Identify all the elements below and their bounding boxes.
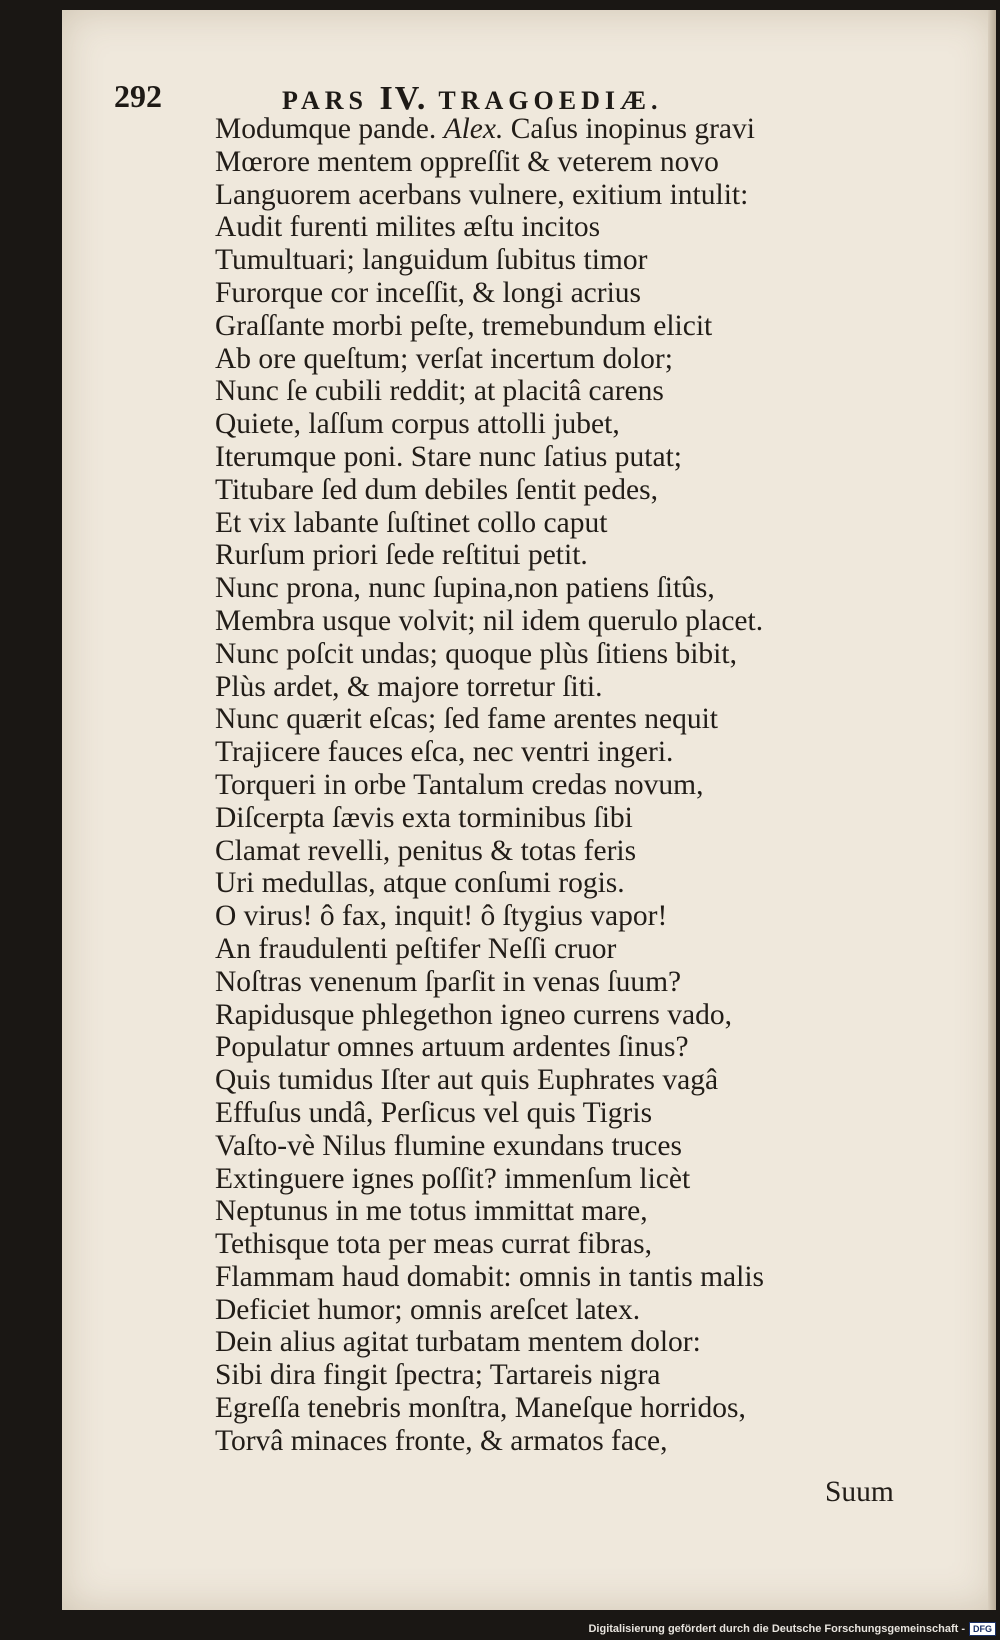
verse-line: Nunc poſcit undas; quoque plùs ſitiens bibit,: [215, 637, 737, 670]
verse-line: Quis tumidus Iſter aut quis Euphrates vagâ: [215, 1064, 719, 1097]
speaker-label: Alex.: [443, 113, 504, 145]
verse-line: Membra usque volvit; nil idem querulo placet.: [215, 604, 764, 637]
verse-line: Nunc prona, nunc ſupina,non patiens ſitûs,: [215, 572, 715, 605]
verse-line: Torvâ minaces fronte, & armatos face,: [215, 1424, 668, 1457]
verse-line: Nunc quærit eſcas; ſed fame arentes nequit: [215, 703, 718, 736]
verse-line-text: Caſus inopinus gravi: [503, 113, 755, 145]
verse-line: Egreſſa tenebris monſtra, Maneſque horridos,: [215, 1392, 746, 1425]
verse-line: [215, 113, 905, 146]
page-number: 292: [114, 78, 162, 114]
verse-line: Et vix labante ſuſtinet collo caput: [215, 506, 608, 539]
verse-line: Rapidusque phlegethon igneo currens vado,: [215, 998, 732, 1031]
verse-line: Extinguere ignes poſſit? immenſum licèt: [215, 1162, 691, 1195]
verse-line: Rurſum priori ſede reſtitui petit.: [215, 539, 588, 572]
verse-line: Flammam haud domabit: omnis in tantis malis: [215, 1260, 764, 1293]
funding-footer: [588, 1620, 996, 1638]
verse-text-block: [215, 113, 905, 1458]
verse-line: Furorque cor inceſſit, & longi acrius: [215, 276, 642, 309]
verse-line: Tethisque tota per meas currat fibras,: [215, 1228, 652, 1261]
verse-line: Tumultuari; languidum ſubitus timor: [215, 244, 648, 277]
verse-line: Torqueri in orbe Tantalum credas novum,: [215, 768, 704, 801]
verse-line-text: Modumque pande.: [215, 113, 444, 145]
verse-line: Diſcerpta ſævis exta torminibus ſibi: [215, 801, 633, 834]
verse-line: An fraudulenti peſtifer Neſſi cruor: [215, 932, 617, 965]
funding-text: Digitalisierung gefördert durch die Deutsche Forschungsgemeinschaft -: [588, 1623, 965, 1635]
verse-line: Audit furenti milites æſtu incitos: [215, 211, 601, 244]
verse-line: Titubare ſed dum debiles ſentit pedes,: [215, 473, 658, 506]
verse-line: Noſtras venenum ſparſit in venas ſuum?: [215, 965, 682, 998]
verse-line: Plùs ardet, & majore torretur ſiti.: [215, 670, 603, 703]
verse-line: Neptunus in me totus immittat mare,: [215, 1195, 648, 1228]
verse-line: Deficiet humor; omnis areſcet latex.: [215, 1293, 641, 1326]
verse-line: Vaſto-vè Nilus flumine exundans truces: [215, 1129, 682, 1162]
verse-line: Nunc ſe cubili reddit; at placitâ carens: [215, 375, 664, 408]
running-title-part: IV.: [379, 80, 428, 117]
running-title-part: TRAGOEDIÆ.: [438, 86, 663, 115]
verse-line: Languorem acerbans vulnere, exitium intulit:: [215, 178, 749, 211]
verse-line: Effuſus undâ, Perſicus vel quis Tigris: [215, 1096, 653, 1129]
verse-line: O virus! ô fax, inquit! ô ſtygius vapor!: [215, 900, 668, 933]
running-title-part: PARS: [282, 86, 368, 115]
verse-line: Quiete, laſſum corpus attolli jubet,: [215, 408, 620, 441]
page-edge: [988, 10, 996, 1610]
verse-line: Sibi dira fingit ſpectra; Tartareis nigra: [215, 1359, 661, 1392]
verse-line: Ab ore queſtum; verſat incertum dolor;: [215, 342, 673, 375]
verse-line: Iterumque poni. Stare nunc ſatius putat;: [215, 440, 682, 473]
verse-line: Mœrore mentem oppreſſit & veterem novo: [215, 145, 719, 178]
dfg-logo: DFG: [969, 1622, 996, 1636]
verse-line: Clamat revelli, penitus & totas feris: [215, 834, 637, 867]
catchword: Suum: [825, 1476, 894, 1508]
verse-line: Dein alius agitat turbatam mentem dolor:: [215, 1326, 701, 1359]
verse-line: Trajicere fauces eſca, nec ventri ingeri.: [215, 736, 674, 769]
verse-line: Populatur omnes artuum ardentes ſinus?: [215, 1031, 689, 1064]
verse-line: Uri medullas, atque conſumi rogis.: [215, 867, 625, 900]
verse-line: Graſſante morbi peſte, tremebundum elicit: [215, 309, 713, 342]
